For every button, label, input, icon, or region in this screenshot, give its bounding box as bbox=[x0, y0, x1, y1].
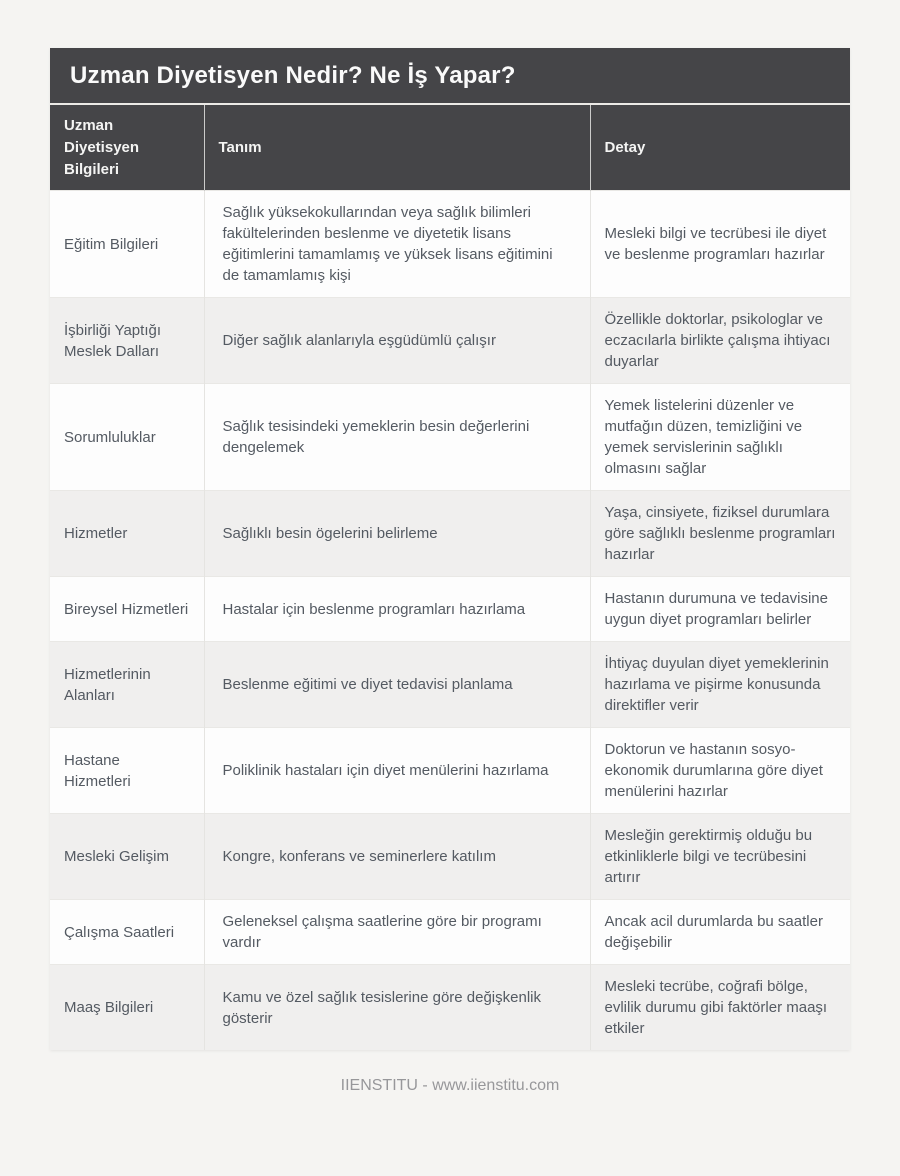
cell-detay: Mesleki tecrübe, coğrafi bölge, evlilik durumu gibi faktörler maaşı etkiler bbox=[590, 965, 850, 1051]
cell-tanim: Kamu ve özel sağlık tesislerine göre değişkenlik gösterir bbox=[204, 965, 590, 1051]
footer-credit: IIENSTITU - www.iienstitu.com bbox=[340, 1077, 560, 1095]
cell-tanim: Sağlıklı besin ögelerini belirleme bbox=[204, 491, 590, 577]
cell-detay: Yemek listelerini düzenler ve mutfağın düzen, temizliğini ve yemek servislerinin sağlıklı olmasını sağlar bbox=[590, 384, 850, 491]
cell-detay: Ancak acil durumlarda bu saatler değişebilir bbox=[590, 900, 850, 965]
cell-detay: İhtiyaç duyulan diyet yemeklerinin hazırlama ve pişirme konusunda direktifler verir bbox=[590, 642, 850, 728]
cell-detay: Hastanın durumuna ve tedavisine uygun diyet programları belirler bbox=[590, 577, 850, 642]
table-row bbox=[50, 965, 850, 1051]
table-row bbox=[50, 491, 850, 577]
table-row bbox=[50, 191, 850, 298]
cell-tanim: Kongre, konferans ve seminerlere katılım bbox=[204, 814, 590, 900]
cell-topic: Bireysel Hizmetleri bbox=[50, 577, 204, 642]
cell-tanim: Beslenme eğitimi ve diyet tedavisi planlama bbox=[204, 642, 590, 728]
table-title-bar bbox=[50, 48, 850, 105]
cell-detay: Doktorun ve hastanın sosyo-ekonomik durumlarına göre diyet menülerini hazırlar bbox=[590, 728, 850, 814]
cell-topic: Eğitim Bilgileri bbox=[50, 191, 204, 298]
column-header-topic: Uzman Diyetisyen Bilgileri bbox=[50, 105, 204, 191]
dietitian-info-card bbox=[50, 48, 850, 1050]
dietitian-info-table bbox=[50, 105, 850, 1050]
cell-tanim: Geleneksel çalışma saatlerine göre bir programı vardır bbox=[204, 900, 590, 965]
cell-topic: Maaş Bilgileri bbox=[50, 965, 204, 1051]
table-header-row bbox=[50, 105, 850, 191]
cell-tanim: Hastalar için beslenme programları hazırlama bbox=[204, 577, 590, 642]
cell-tanim: Poliklinik hastaları için diyet menülerini hazırlama bbox=[204, 728, 590, 814]
cell-topic: Sorumluluklar bbox=[50, 384, 204, 491]
cell-topic: İşbirliği Yaptığı Meslek Dalları bbox=[50, 298, 204, 384]
column-header-tanim: Tanım bbox=[204, 105, 590, 191]
cell-detay: Yaşa, cinsiyete, fiziksel durumlara göre sağlıklı beslenme programları hazırlar bbox=[590, 491, 850, 577]
table-row bbox=[50, 577, 850, 642]
table-row bbox=[50, 642, 850, 728]
cell-topic: Hizmetler bbox=[50, 491, 204, 577]
cell-topic: Mesleki Gelişim bbox=[50, 814, 204, 900]
table-row bbox=[50, 900, 850, 965]
cell-tanim: Sağlık tesisindeki yemeklerin besin değerlerini dengelemek bbox=[204, 384, 590, 491]
cell-detay: Özellikle doktorlar, psikologlar ve eczacılarla birlikte çalışma ihtiyacı duyarlar bbox=[590, 298, 850, 384]
table-row bbox=[50, 298, 850, 384]
table-row bbox=[50, 814, 850, 900]
cell-detay: Mesleğin gerektirmiş olduğu bu etkinliklerle bilgi ve tecrübesini artırır bbox=[590, 814, 850, 900]
table-body bbox=[50, 191, 850, 1051]
table-row bbox=[50, 728, 850, 814]
column-header-detay: Detay bbox=[590, 105, 850, 191]
cell-tanim: Diğer sağlık alanlarıyla eşgüdümlü çalışır bbox=[204, 298, 590, 384]
cell-topic: Hizmetlerinin Alanları bbox=[50, 642, 204, 728]
cell-detay: Mesleki bilgi ve tecrübesi ile diyet ve beslenme programları hazırlar bbox=[590, 191, 850, 298]
table-row bbox=[50, 384, 850, 491]
cell-tanim: Sağlık yüksekokullarından veya sağlık bilimleri fakültelerinden beslenme ve diyetetik lisans eğitimlerini tamamlamış ve yüksek lisans eğitimini de tamamlamış kişi bbox=[204, 191, 590, 298]
page-title: Uzman Diyetisyen Nedir? Ne İş Yapar? bbox=[70, 61, 516, 89]
cell-topic: Çalışma Saatleri bbox=[50, 900, 204, 965]
cell-topic: Hastane Hizmetleri bbox=[50, 728, 204, 814]
